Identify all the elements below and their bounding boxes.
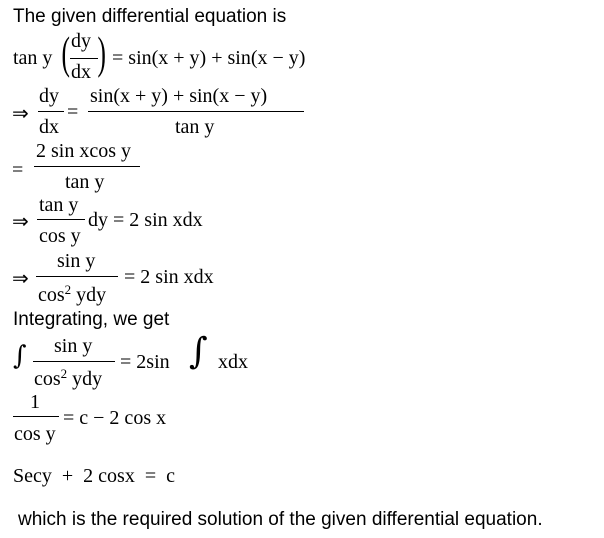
eq1-fraction-num: dy [71, 30, 91, 52]
right-paren: ) [97, 27, 106, 78]
eq1-lhs: tan y [13, 47, 53, 69]
eq1-rhs: = sin(x + y) + sin(x − y) [112, 47, 306, 69]
integral-sign-2: ∫ [189, 331, 208, 372]
eq6-rest: xdx [218, 351, 248, 373]
integrating-text: Integrating, we get [13, 309, 170, 330]
squared-exponent: 2 [60, 366, 68, 381]
eq1-fraction-bar [70, 58, 98, 59]
eq2-lhs-bar [38, 111, 64, 112]
eq7-bar [13, 416, 59, 417]
eq4-bar [37, 219, 85, 220]
eq5-den: $\cos^2$ ydy [38, 282, 107, 306]
eq2-equals: = [67, 101, 79, 123]
eq6-num: sin y [54, 335, 93, 357]
conclusion-text: which is the required solution of the given differential equation. [18, 509, 543, 530]
eq3-equals: = [12, 159, 24, 181]
eq3-num: 2 sin xcos y [36, 140, 131, 162]
eq2-lhs-den: dx [39, 116, 59, 138]
eq1-fraction-den: dx [71, 61, 91, 83]
eq2-bar [88, 111, 304, 112]
eq2-lhs-num: dy [39, 85, 59, 107]
eq7-num: 1 [30, 391, 40, 413]
left-paren: ( [61, 27, 70, 78]
eq4-rest: dy = 2 sin xdx [88, 209, 203, 231]
eq6-bar [33, 361, 115, 362]
implies-arrow: ⇒ [12, 211, 29, 233]
eq4-num: tan y [39, 194, 79, 216]
eq5-bar [36, 276, 118, 277]
intro-text: The given differential equation is [13, 6, 287, 27]
eq3-den: tan y [65, 171, 105, 193]
eq2-den: tan y [175, 116, 215, 138]
eq3-bar [34, 166, 140, 167]
eq5-rest: = 2 sin xdx [124, 266, 214, 288]
implies-arrow: ⇒ [12, 268, 29, 290]
implies-arrow: ⇒ [12, 103, 29, 125]
eq6-mid: = 2sin [120, 351, 170, 373]
eq2-num: sin(x + y) + sin(x − y) [90, 85, 268, 107]
eq6-den: $\cos^2$ ydy [34, 366, 103, 390]
eq4-den: cos y [39, 225, 81, 247]
eq7-rest: = c − 2 cos x [63, 407, 167, 429]
integral-sign: ∫ [13, 341, 27, 371]
squared-exponent: 2 [64, 282, 72, 297]
equation-8: Secy + 2 cosx = c [13, 465, 175, 487]
eq7-den: cos y [14, 423, 56, 445]
eq5-num: sin y [57, 250, 96, 272]
